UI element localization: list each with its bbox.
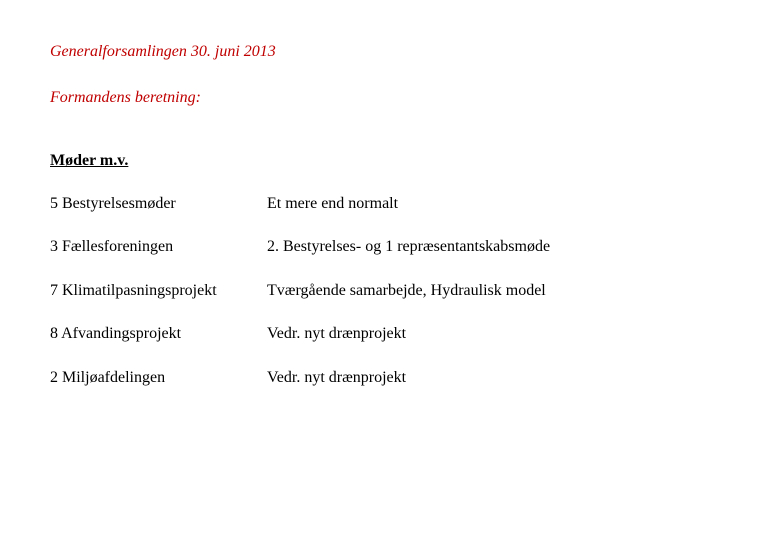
meeting-count-label: 5 Bestyrelsesmøder (50, 195, 176, 212)
meeting-note: Vedr. nyt drænprojekt (267, 325, 407, 342)
meeting-note: Et mere end normalt (267, 195, 399, 212)
meeting-row (50, 195, 750, 217)
meeting-row (50, 282, 750, 304)
meeting-count-label: 3 Fællesforeningen (50, 238, 174, 255)
document-title: Generalforsamlingen 30. juni 2013 (50, 43, 276, 60)
meeting-note: Vedr. nyt drænprojekt (267, 369, 407, 386)
meeting-count-label: 7 Klimatilpasningsprojekt (50, 282, 217, 299)
meeting-count-label: 8 Afvandingsprojekt (50, 325, 182, 342)
meeting-note: 2. Bestyrelses- og 1 repræsentantskabsmøde (267, 238, 551, 255)
section-heading: Møder m.v. (50, 152, 129, 169)
meeting-row (50, 238, 750, 260)
document-subtitle: Formandens beretning: (50, 89, 201, 106)
meeting-note: Tværgående samarbejde, Hydraulisk model (267, 282, 546, 299)
meeting-count-label: 2 Miljøafdelingen (50, 369, 166, 386)
meeting-row (50, 369, 750, 391)
meeting-row (50, 325, 750, 347)
